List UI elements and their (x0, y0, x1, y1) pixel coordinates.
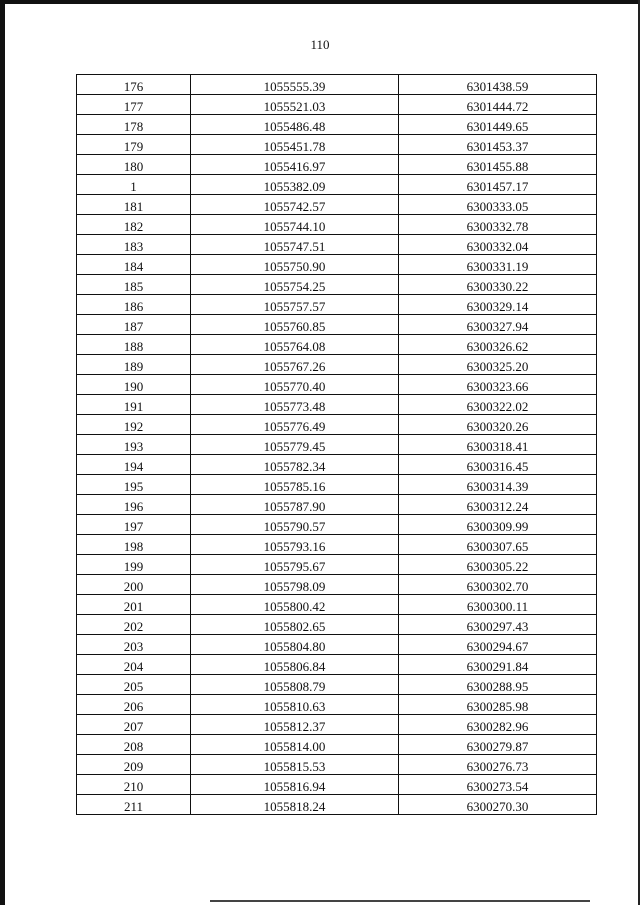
x-coordinate-cell: 1055793.16 (191, 535, 399, 555)
table-row (77, 175, 597, 195)
table-row (77, 595, 597, 615)
point-number-cell: 208 (77, 735, 191, 755)
point-number-cell: 207 (77, 715, 191, 735)
point-number-cell: 176 (77, 75, 191, 95)
table-row (77, 155, 597, 175)
y-coordinate-cell: 6300327.94 (399, 315, 597, 335)
table-row (77, 735, 597, 755)
x-coordinate-cell: 1055782.34 (191, 455, 399, 475)
y-coordinate-cell: 6300294.67 (399, 635, 597, 655)
table-row (77, 95, 597, 115)
x-coordinate-cell: 1055776.49 (191, 415, 399, 435)
x-coordinate-cell: 1055808.79 (191, 675, 399, 695)
y-coordinate-cell: 6300279.87 (399, 735, 597, 755)
point-number-cell: 192 (77, 415, 191, 435)
x-coordinate-cell: 1055382.09 (191, 175, 399, 195)
point-number-cell: 210 (77, 775, 191, 795)
table-row (77, 715, 597, 735)
point-number-cell: 205 (77, 675, 191, 695)
y-coordinate-cell: 6301455.88 (399, 155, 597, 175)
table-row (77, 775, 597, 795)
y-coordinate-cell: 6300318.41 (399, 435, 597, 455)
coordinates-table (76, 74, 597, 815)
table-row (77, 415, 597, 435)
point-number-cell: 197 (77, 515, 191, 535)
x-coordinate-cell: 1055744.10 (191, 215, 399, 235)
table-row (77, 255, 597, 275)
table-row (77, 295, 597, 315)
y-coordinate-cell: 6301453.37 (399, 135, 597, 155)
x-coordinate-cell: 1055750.90 (191, 255, 399, 275)
y-coordinate-cell: 6300312.24 (399, 495, 597, 515)
table-row (77, 655, 597, 675)
point-number-cell: 188 (77, 335, 191, 355)
y-coordinate-cell: 6300300.11 (399, 595, 597, 615)
x-coordinate-cell: 1055742.57 (191, 195, 399, 215)
x-coordinate-cell: 1055804.80 (191, 635, 399, 655)
y-coordinate-cell: 6300326.62 (399, 335, 597, 355)
x-coordinate-cell: 1055795.67 (191, 555, 399, 575)
point-number-cell: 206 (77, 695, 191, 715)
point-number-cell: 203 (77, 635, 191, 655)
x-coordinate-cell: 1055787.90 (191, 495, 399, 515)
y-coordinate-cell: 6300320.26 (399, 415, 597, 435)
x-coordinate-cell: 1055815.53 (191, 755, 399, 775)
table-row (77, 795, 597, 815)
x-coordinate-cell: 1055800.42 (191, 595, 399, 615)
table-row (77, 515, 597, 535)
x-coordinate-cell: 1055816.94 (191, 775, 399, 795)
y-coordinate-cell: 6300305.22 (399, 555, 597, 575)
point-number-cell: 195 (77, 475, 191, 495)
table-row (77, 135, 597, 155)
table-row (77, 235, 597, 255)
x-coordinate-cell: 1055754.25 (191, 275, 399, 295)
point-number-cell: 190 (77, 375, 191, 395)
point-number-cell: 181 (77, 195, 191, 215)
table-row (77, 555, 597, 575)
y-coordinate-cell: 6300332.04 (399, 235, 597, 255)
y-coordinate-cell: 6300285.98 (399, 695, 597, 715)
point-number-cell: 211 (77, 795, 191, 815)
table-row (77, 615, 597, 635)
point-number-cell: 185 (77, 275, 191, 295)
y-coordinate-cell: 6301457.17 (399, 175, 597, 195)
table-row (77, 115, 597, 135)
table-row (77, 575, 597, 595)
x-coordinate-cell: 1055779.45 (191, 435, 399, 455)
point-number-cell: 199 (77, 555, 191, 575)
point-number-cell: 191 (77, 395, 191, 415)
y-coordinate-cell: 6300282.96 (399, 715, 597, 735)
point-number-cell: 194 (77, 455, 191, 475)
point-number-cell: 187 (77, 315, 191, 335)
point-number-cell: 183 (77, 235, 191, 255)
x-coordinate-cell: 1055812.37 (191, 715, 399, 735)
y-coordinate-cell: 6300297.43 (399, 615, 597, 635)
point-number-cell: 202 (77, 615, 191, 635)
table-row (77, 535, 597, 555)
point-number-cell: 198 (77, 535, 191, 555)
table-row (77, 635, 597, 655)
y-coordinate-cell: 6300332.78 (399, 215, 597, 235)
x-coordinate-cell: 1055773.48 (191, 395, 399, 415)
y-coordinate-cell: 6300330.22 (399, 275, 597, 295)
y-coordinate-cell: 6300276.73 (399, 755, 597, 775)
x-coordinate-cell: 1055521.03 (191, 95, 399, 115)
table-row (77, 475, 597, 495)
x-coordinate-cell: 1055818.24 (191, 795, 399, 815)
table-row (77, 195, 597, 215)
x-coordinate-cell: 1055767.26 (191, 355, 399, 375)
scan-line-bottom (210, 900, 590, 902)
x-coordinate-cell: 1055770.40 (191, 375, 399, 395)
point-number-cell: 180 (77, 155, 191, 175)
table-row (77, 695, 597, 715)
table-row (77, 455, 597, 475)
x-coordinate-cell: 1055814.00 (191, 735, 399, 755)
point-number-cell: 193 (77, 435, 191, 455)
y-coordinate-cell: 6300302.70 (399, 575, 597, 595)
point-number-cell: 1 (77, 175, 191, 195)
page-number: 110 (310, 37, 330, 52)
scan-border-top (0, 0, 640, 4)
table-row (77, 335, 597, 355)
table-row (77, 315, 597, 335)
point-number-cell: 177 (77, 95, 191, 115)
table-row (77, 375, 597, 395)
y-coordinate-cell: 6300288.95 (399, 675, 597, 695)
table-row (77, 675, 597, 695)
x-coordinate-cell: 1055416.97 (191, 155, 399, 175)
point-number-cell: 186 (77, 295, 191, 315)
point-number-cell: 209 (77, 755, 191, 775)
table-row (77, 755, 597, 775)
x-coordinate-cell: 1055757.57 (191, 295, 399, 315)
y-coordinate-cell: 6301449.65 (399, 115, 597, 135)
point-number-cell: 189 (77, 355, 191, 375)
x-coordinate-cell: 1055790.57 (191, 515, 399, 535)
x-coordinate-cell: 1055764.08 (191, 335, 399, 355)
point-number-cell: 196 (77, 495, 191, 515)
y-coordinate-cell: 6300273.54 (399, 775, 597, 795)
y-coordinate-cell: 6300323.66 (399, 375, 597, 395)
y-coordinate-cell: 6300331.19 (399, 255, 597, 275)
coordinates-table-body (77, 75, 597, 815)
x-coordinate-cell: 1055760.85 (191, 315, 399, 335)
table-row (77, 395, 597, 415)
x-coordinate-cell: 1055802.65 (191, 615, 399, 635)
point-number-cell: 204 (77, 655, 191, 675)
y-coordinate-cell: 6300316.45 (399, 455, 597, 475)
x-coordinate-cell: 1055806.84 (191, 655, 399, 675)
table-row (77, 435, 597, 455)
table-row (77, 495, 597, 515)
x-coordinate-cell: 1055451.78 (191, 135, 399, 155)
point-number-cell: 178 (77, 115, 191, 135)
table-row (77, 275, 597, 295)
y-coordinate-cell: 6300291.84 (399, 655, 597, 675)
y-coordinate-cell: 6300307.65 (399, 535, 597, 555)
point-number-cell: 179 (77, 135, 191, 155)
x-coordinate-cell: 1055555.39 (191, 75, 399, 95)
point-number-cell: 184 (77, 255, 191, 275)
y-coordinate-cell: 6300325.20 (399, 355, 597, 375)
y-coordinate-cell: 6300329.14 (399, 295, 597, 315)
y-coordinate-cell: 6300270.30 (399, 795, 597, 815)
point-number-cell: 182 (77, 215, 191, 235)
y-coordinate-cell: 6301438.59 (399, 75, 597, 95)
x-coordinate-cell: 1055785.16 (191, 475, 399, 495)
scan-border-left (0, 0, 5, 905)
x-coordinate-cell: 1055486.48 (191, 115, 399, 135)
x-coordinate-cell: 1055810.63 (191, 695, 399, 715)
table-row (77, 75, 597, 95)
point-number-cell: 201 (77, 595, 191, 615)
table-row (77, 355, 597, 375)
table-row (77, 215, 597, 235)
y-coordinate-cell: 6300314.39 (399, 475, 597, 495)
x-coordinate-cell: 1055798.09 (191, 575, 399, 595)
y-coordinate-cell: 6301444.72 (399, 95, 597, 115)
y-coordinate-cell: 6300322.02 (399, 395, 597, 415)
x-coordinate-cell: 1055747.51 (191, 235, 399, 255)
y-coordinate-cell: 6300309.99 (399, 515, 597, 535)
y-coordinate-cell: 6300333.05 (399, 195, 597, 215)
point-number-cell: 200 (77, 575, 191, 595)
